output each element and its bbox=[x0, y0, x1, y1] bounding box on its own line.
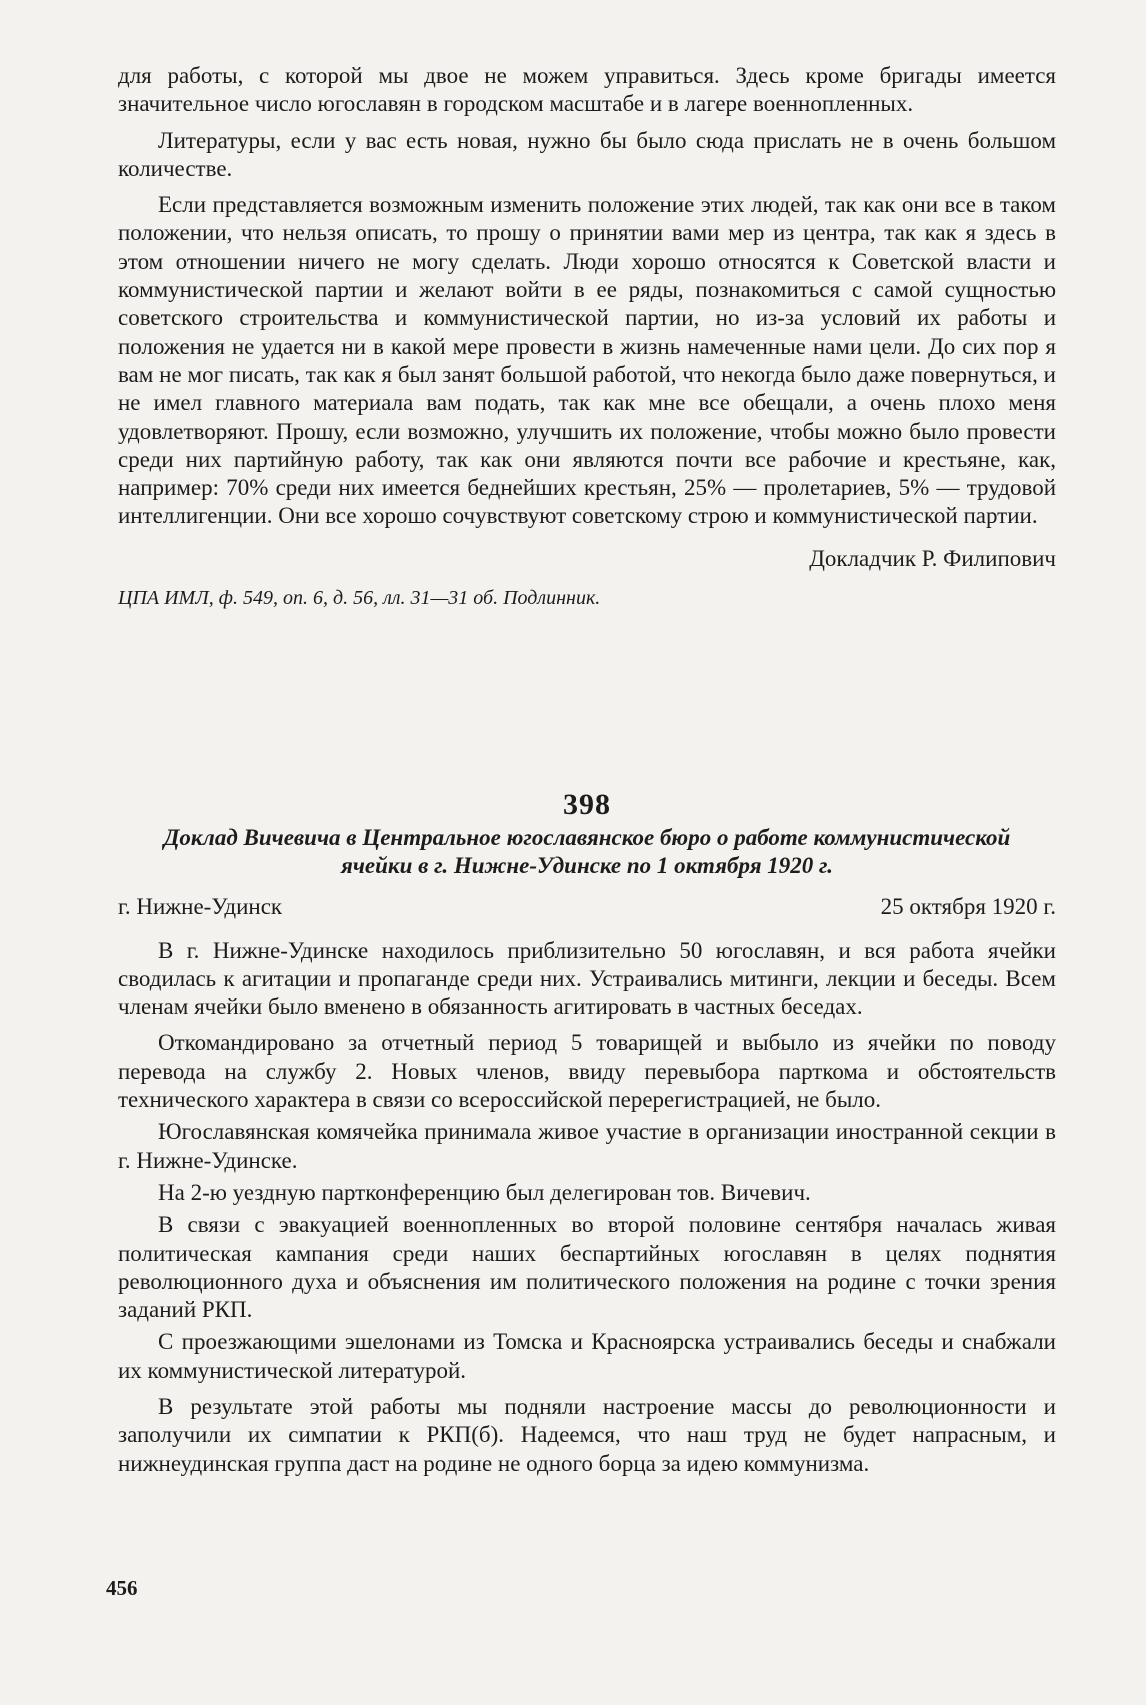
report-paragraph-2: Откомандировано за отчетный период 5 товарищей и выбыло из ячейки по поводу перевода на службу 2. Новых членов, ввиду перевыбора парткома и обстоятельств технического характера в связи со всероссийской перерегистрацией, не было. bbox=[118, 1030, 1056, 1113]
letter-paragraph-3: Если представляется возможным изменить положение этих людей, так как они все в таком положении, что нельзя описать, то прошу о принятии вами мер из центра, так как я здесь в этом отношении ничего не могу сделать. Люди хорошо относятся к Советской власти и коммунистической партии и желают войти в ее ряды, познакомиться с самой сущностью советского строительства и коммунистической партии, но из-за условий их работы и положения не удается ни в какой мере провести в жизнь намеченные нами цели. До сих пор я вам не мог писать, так как я был занят большой работой, что некогда было даже повернуться, и не имел главного материала вам подать, так как мне все обещали, а очень плохо меня удовлетворяют. Прошу, если возможно, улучшить их положение, чтобы можно было провести среди них партийную работу, так как они являются почти все рабочие и крестьяне, как, например: 70% среди них имеется беднейших крестьян, 25% — пролетариев, 5% — трудовой интеллигенции. Они все хорошо сочувствуют советскому строю и коммунистической партии. bbox=[118, 192, 1056, 529]
letter-paragraph-1: для работы, с которой мы двое не можем управиться. Здесь кроме бригады имеется значительное число югославян в городском масштабе и в лагере военнопленных. bbox=[118, 63, 1056, 117]
report-paragraph-5: В связи с эвакуацией военнопленных во второй половине сентября началась живая политическая кампания среди наших беспартийных югославян в целях поднятия революционного духа и объяснения им политического положения на родине с точки зрения заданий РКП. bbox=[118, 1212, 1056, 1323]
letter-signature: Докладчик Р. Филипович bbox=[809, 545, 1056, 571]
archive-source: ЦПА ИМЛ, ф. 549, оп. 6, д. 56, лл. 31—31 об. Подлинник. bbox=[118, 586, 601, 609]
continued-letter bbox=[118, 62, 1056, 611]
letter-paragraph-2: Литературы, если у вас есть новая, нужно бы было сюда прислать не в очень большом количестве. bbox=[118, 127, 1056, 181]
report-paragraph-1: В г. Нижне-Удинске находилось приблизительно 50 югославян, и вся работа ячейки сводилась к агитации и пропаганде среди них. Устраивались митинги, лекции и беседы. Всем членам ячейки было вменено в обязанность агитировать в частных беседах. bbox=[118, 937, 1056, 1020]
document-place: г. Нижне-Удинск bbox=[118, 893, 283, 919]
document-date: 25 октября 1920 г. bbox=[880, 893, 1056, 919]
place-date-line bbox=[118, 893, 1056, 921]
report-paragraph-3: Югославянская комячейка принимала живое участие в организации иностранной секции в г. Нижне-Удинске. bbox=[118, 1119, 1056, 1173]
page-number: 456 bbox=[106, 1576, 138, 1600]
report-paragraph-6: С проезжающими эшелонами из Томска и Красноярска устраивались беседы и снабжали их коммунистической литературой. bbox=[118, 1329, 1056, 1383]
document-title: Доклад Вичевича в Центральное югославянское бюро о работе коммунистической ячейки в г. Нижне-Удинске по 1 октября 1920 г. bbox=[163, 825, 1011, 879]
report-paragraph-7: В результате этой работы мы подняли настроение массы до революционности и заполучили их симпатии к РКП(б). Надеемся, что наш труд не будет напрасным, и нижнеудинская группа даст на родине не одного борца за идею коммунизма. bbox=[118, 1394, 1056, 1476]
report-paragraph-4: На 2-ю уездную партконференцию был делегирован тов. Вичевич. bbox=[158, 1179, 811, 1205]
document-number: 398 bbox=[563, 788, 611, 821]
document-398 bbox=[118, 788, 1056, 1478]
